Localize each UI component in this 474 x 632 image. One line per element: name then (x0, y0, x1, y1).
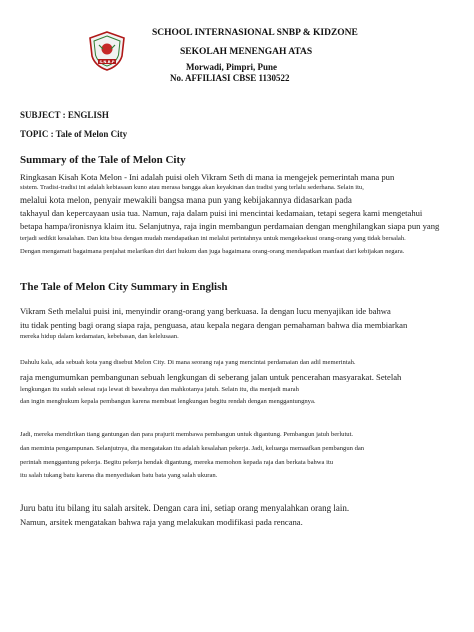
paragraph-line: Namun, arsitek mengatakan bahwa raja yang melakukan modifikasi pada rencana. (20, 517, 303, 527)
logo-text: S.N.B.P (99, 60, 115, 64)
paragraph-line: raja mengumumkan pembangunan sebuah lengkungan di seberang jalan untuk pencerahan masyarakat. Setelah (20, 372, 402, 382)
affiliation-number: No. AFFILIASI CBSE 1130522 (170, 73, 290, 83)
paragraph-line: melalui kota melon, penyair mewakili bangsa mana pun yang kebijakannya didasarkan pada (20, 195, 352, 205)
paragraph-line: lengkungan itu sudah selesai raja lewat di bawahnya dan mahkotanya jatuh. Selain itu, dia menjadi marah (20, 386, 299, 393)
section-heading-english-summary: The Tale of Melon City Summary in English (20, 281, 228, 293)
paragraph-line: Ringkasan Kisah Kota Melon - Ini adalah puisi oleh Vikram Seth di mana ia mengejek pemerintah mana pun (20, 172, 395, 182)
subject-label: SUBJECT : ENGLISH (20, 110, 109, 120)
paragraph-line: betapa hampa/ironisnya klaim itu. Selanjutnya, raja ingin membangun perdamaian dengan menghilangkan siapa pun yang (20, 221, 440, 231)
paragraph-line: sistem. Tradisi-tradisi ini adalah kebiasaan kuno atau merasa bangga akan keyakinan dan tradisi yang terlalu sederhana. Selain itu, (20, 184, 364, 191)
paragraph-line: dan ingin menghukum kepala pembangun karena membuat lengkungan begitu rendah dengan menggantungnya. (20, 398, 316, 405)
school-address: Morwadi, Pimpri, Pune (186, 62, 277, 72)
paragraph-line: Dengan mengamati bagaimana penjahat melarikan diri dari hukum dan juga bagaimana orang-orang mendapatkan manfaat dari kebijakan negara. (20, 248, 405, 255)
school-level: SEKOLAH MENENGAH ATAS (180, 47, 313, 57)
paragraph-line: terjadi sedikit kesalahan. Dan kita bisa dengan mudah mendapatkan ini melalui perintahnya untuk mengeksekusi orang-orang yang tidak bersalah. (20, 235, 406, 242)
paragraph-line: Jadi, mereka mendirikan tiang gantungan dan para prajurit membawa pembangun untuk digantung. Pembangun jatuh berlutut. (20, 431, 354, 438)
school-logo-icon (87, 30, 127, 72)
paragraph-line: mereka hidup dalam kedamaian, kebebasan, dan kelelusaan. (20, 333, 179, 340)
paragraph-line: dan meminta pengampunan. Selanjutnya, dia mengatakan itu adalah kesalahan pekerja. Jadi, keluarga memaafkan pembangun dan (20, 445, 365, 452)
paragraph-line: itu tidak penting bagi orang siapa raja, penguasa, atau kepala negara dengan pemahaman bahwa dia membiarkan (20, 320, 408, 330)
paragraph-line: Vikram Seth melalui puisi ini, menyindir orang-orang yang berkuasa. Ia dengan lucu menyajikan ide bahwa (20, 306, 391, 316)
paragraph-line: Dahulu kala, ada sebuah kota yang disebut Melon City. Di mana seorang raja yang mencintai perdamaian dan adil memerintah. (20, 359, 356, 366)
section-heading-summary: Summary of the Tale of Melon City (20, 154, 186, 166)
paragraph-line: takhayul dan kepercayaan usia tua. Namun, raja dalam puisi ini mencintai kedamaian, tetapi segera kami mengetahui (20, 208, 423, 218)
paragraph-line: perintah menggantung pekerja. Begitu pekerja hendak digantung, mereka memohon kepada raja dan berkata bahwa itu (20, 459, 334, 466)
paragraph-line: itu salah tukang batu karena dia menyediakan batu bata yang salah ukuran. (20, 472, 218, 479)
paragraph-line: Juru batu itu bilang itu salah arsitek. Dengan cara ini, setiap orang menyalahkan orang lain. (20, 503, 350, 513)
school-name: SCHOOL INTERNASIONAL SNBP & KIDZONE (152, 28, 358, 38)
topic-label: TOPIC : Tale of Melon City (20, 129, 128, 139)
